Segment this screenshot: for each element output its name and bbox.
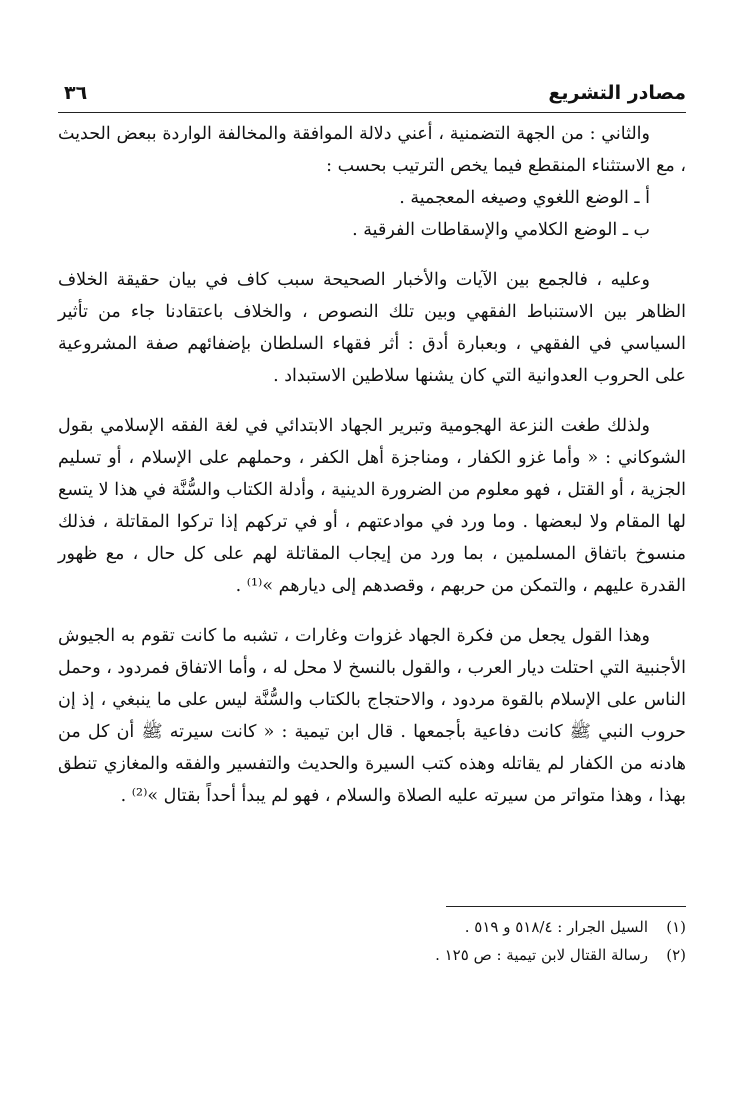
footnote (58, 913, 686, 941)
footnote (58, 941, 686, 969)
footnote-divider (446, 906, 686, 907)
page-number: ٣٦ (64, 82, 88, 104)
footnote-number: (٢) (666, 946, 686, 964)
footnotes (58, 906, 686, 969)
list-item: ب ـ الوضع الكلامي والإسقاطات الفرقية . (352, 220, 650, 240)
main-text (58, 118, 686, 812)
footnote-text: رسالة القتال لابن تيمية : ص ١٢٥ . (435, 946, 648, 964)
paragraph: وعليه ، فالجمع بين الآيات والأخبار الصحيحة سبب كاف في بيان حقيقة الخلاف الظاهر بين الاستنباط الفقهي وبين تلك النصوص ، والخلاف باعتقادنا جاء من تأثير السياسي في الفقهي ، وبعبارة أدق : أثر فقهاء السلطان بإضفائهم صفة المشروعية على الحروب العدوانية التي كان يشنها سلاطين الاستبداد . (58, 270, 686, 386)
paragraph: ولذلك طغت النزعة الهجومية وتبرير الجهاد الابتدائي في لغة الفقه الإسلامي بقول الشوكاني : « وأما غزو الكفار ، ومناجزة أهل الكفر ، وحملهم على الإسلام ، أو تسليم الجزية ، أو القتل ، فهو معلوم من الضرورة الدينية ، وأدلة الكتاب والسُّنَّة في هذا لا يتسع لها المقام ولا لبعضها . وما ورد في موادعتهم ، أو في تركهم إذا تركوا المقاتلة ، فذلك منسوخ باتفاق المسلمين ، بما ورد من إيجاب المقاتلة لهم على كل حال ، مع ظهور القدرة عليهم ، والتمكن من حربهم ، وقصدهم إلى ديارهم »⁽¹⁾ . (58, 416, 686, 596)
running-header (58, 78, 686, 113)
running-title: مصادر التشريع (548, 82, 686, 104)
list-item: أ ـ الوضع اللغوي وصيغه المعجمية . (399, 188, 650, 208)
intro-paragraph: والثاني : من الجهة التضمنية ، أعني دلالة الموافقة والمخالفة الواردة ببعض الحديث ، مع الاستثناء المنقطع فيما يخص الترتيب بحسب : (58, 124, 686, 176)
enumerated-list (58, 182, 686, 246)
footnote-number: (١) (666, 918, 686, 936)
footnote-text: السيل الجرار : ٥١٨/٤ و ٥١٩ . (464, 918, 648, 936)
paragraph: وهذا القول يجعل من فكرة الجهاد غزوات وغارات ، تشبه ما كانت تقوم به الجيوش الأجنبية التي احتلت ديار العرب ، والقول بالنسخ لا محل له ، وأما الاتفاق فمردود ، وحمل الناس على الإسلام بالقوة مردود ، والاحتجاج بالكتاب والسُّنَّة ليس على ما ينبغي ، إذ إن حروب النبي ﷺ كانت دفاعية بأجمعها . قال ابن تيمية : « كانت سيرته ﷺ أن كل من هادنه من الكفار لم يقاتله وهذه كتب السيرة والحديث والتفسير والفقه والمغازي تنطق بهذا ، وهذا متواتر من سيرته عليه الصلاة والسلام ، فهو لم يبدأ أحداً بقتال »⁽²⁾ . (58, 626, 686, 806)
